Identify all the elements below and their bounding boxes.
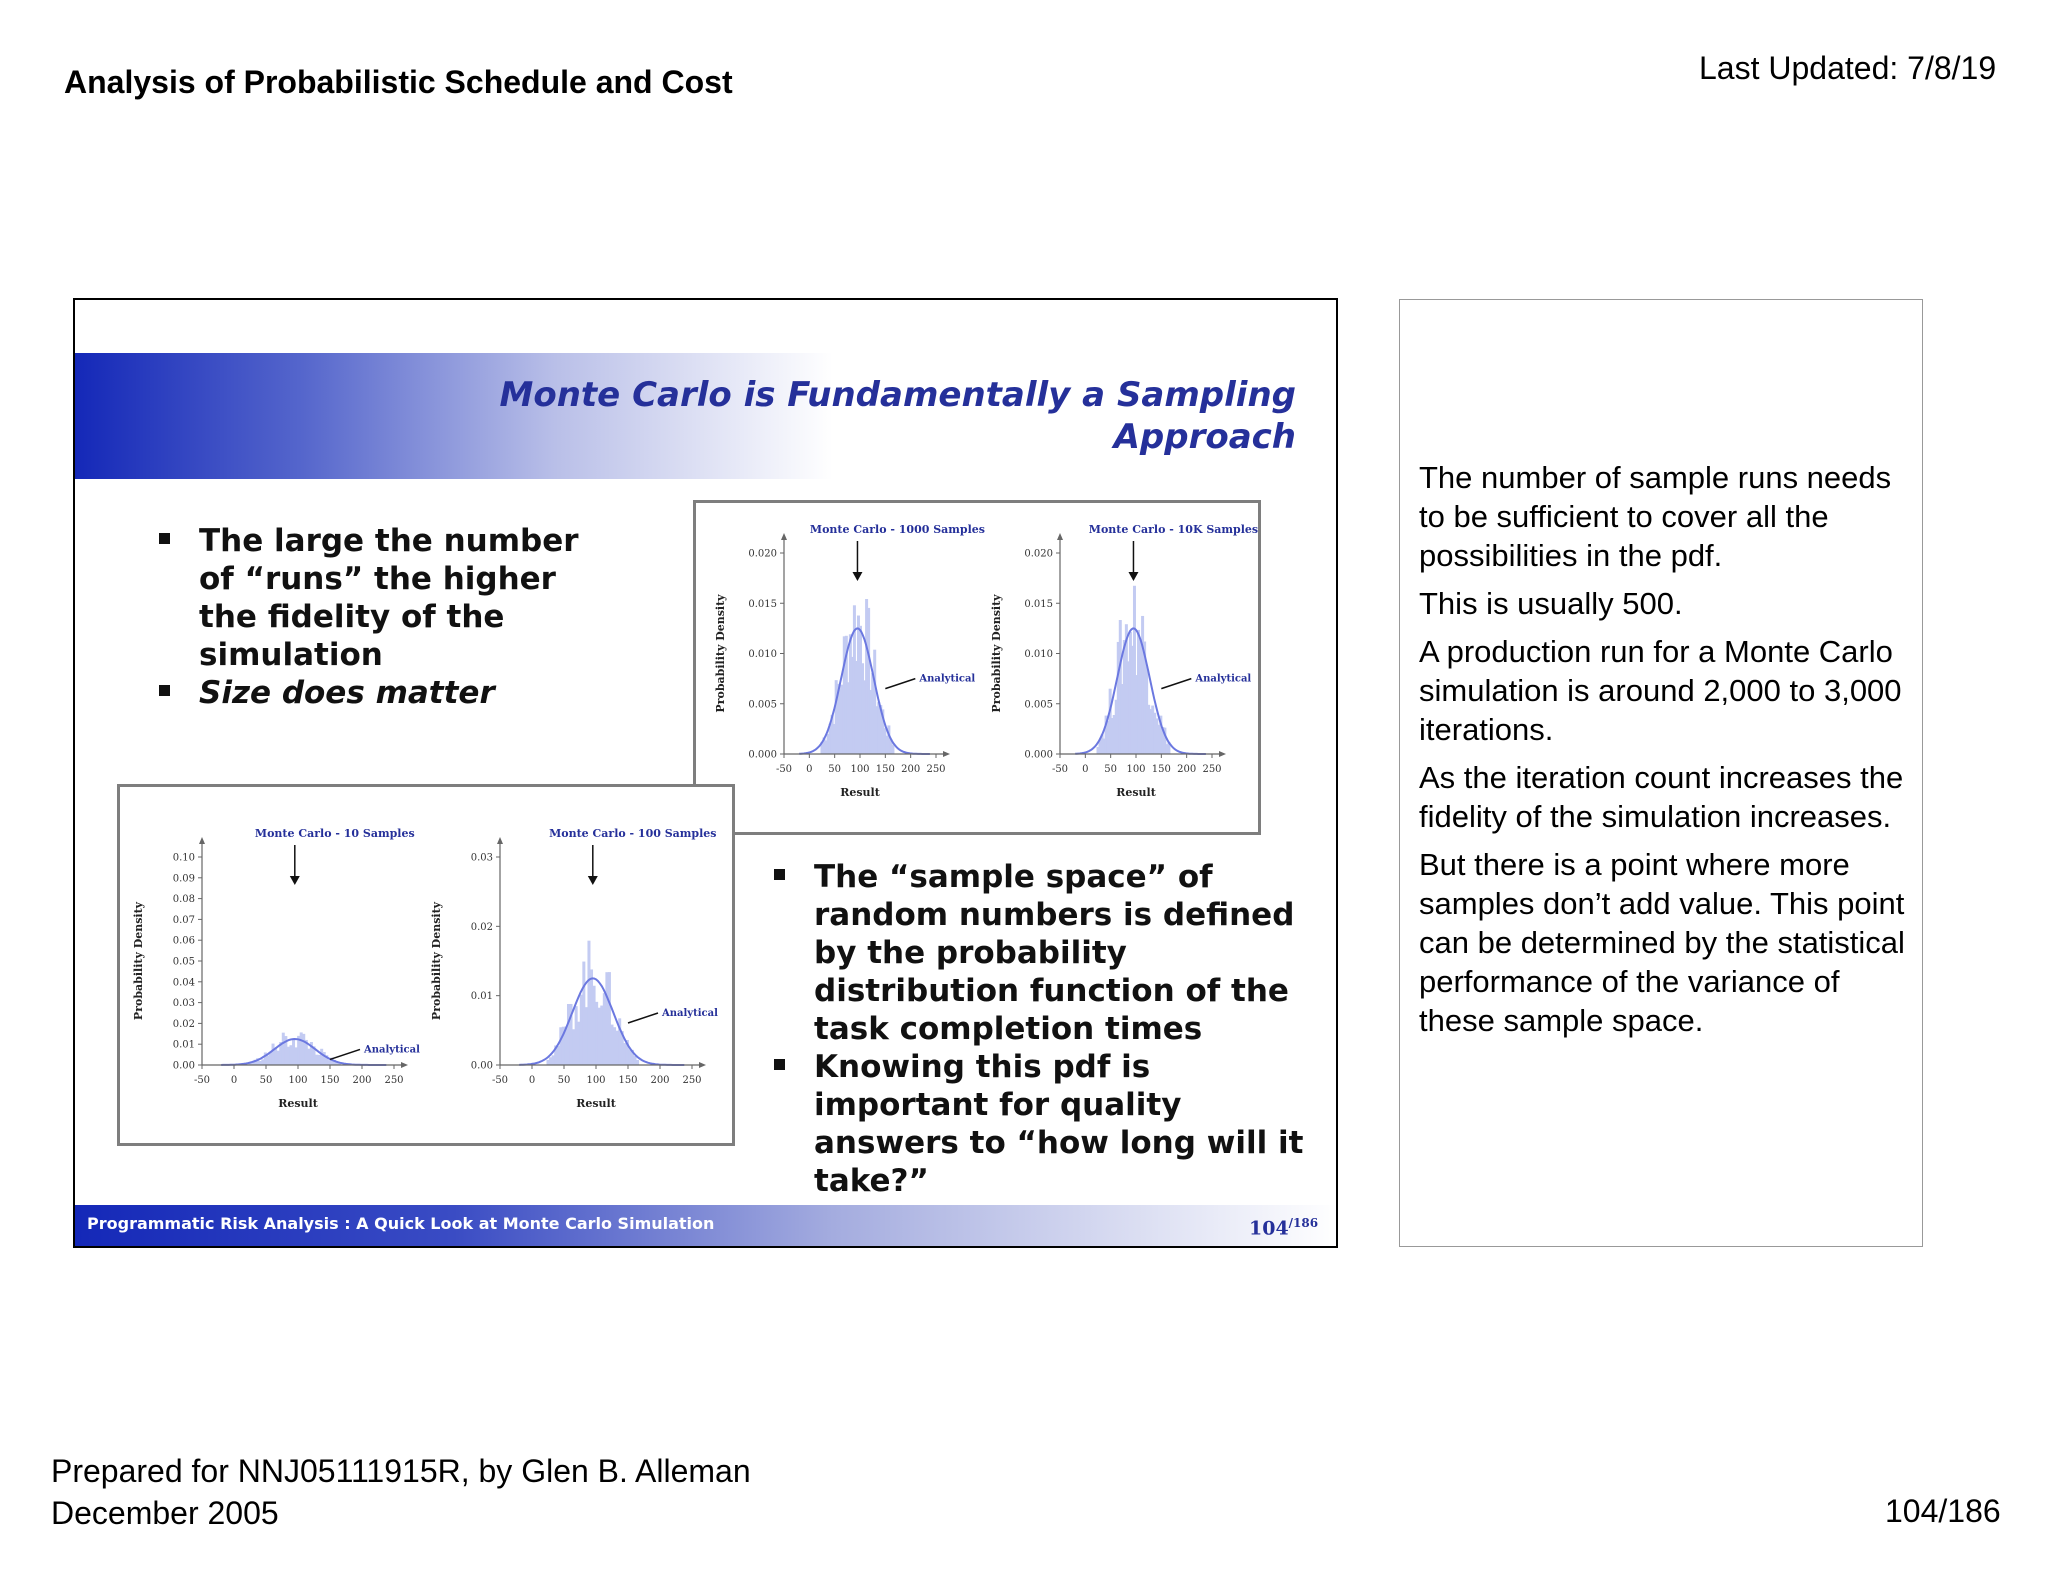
y-axis-label: Probability Density bbox=[132, 901, 145, 1021]
histogram-bar bbox=[575, 1006, 578, 1065]
histogram-bar bbox=[559, 1027, 562, 1065]
y-tick-label: 0.04 bbox=[172, 977, 195, 989]
prepared-for bbox=[51, 1450, 751, 1534]
chart-title: Monte Carlo - 10 Samples bbox=[254, 827, 415, 840]
histogram-bar bbox=[549, 1057, 552, 1065]
chart-monte-carlo-10-samples bbox=[132, 827, 420, 1110]
histogram-bar bbox=[608, 972, 611, 1065]
histogram-bar bbox=[302, 1034, 305, 1065]
histogram-bar bbox=[320, 1049, 323, 1065]
y-axis-label: Probability Density bbox=[990, 594, 1003, 713]
annotation-label: Analytical bbox=[662, 1008, 718, 1019]
histogram-bar bbox=[328, 1060, 331, 1065]
x-tick-label: 50 bbox=[828, 764, 842, 775]
x-tick-label: 250 bbox=[1202, 764, 1222, 775]
chart-title: Monte Carlo - 100 Samples bbox=[549, 827, 717, 840]
y-axis-label: Probability Density bbox=[430, 901, 443, 1021]
x-tick-label: 0 bbox=[230, 1075, 238, 1086]
y-tick-label: 0.00 bbox=[470, 1060, 493, 1072]
slide-title-line2: Approach bbox=[1113, 417, 1296, 457]
y-tick-label: 0.03 bbox=[172, 998, 195, 1010]
y-tick-label: 0.02 bbox=[172, 1018, 195, 1030]
histogram-bar bbox=[261, 1059, 264, 1065]
histogram-bar bbox=[552, 1055, 555, 1065]
histogram-bar bbox=[572, 1029, 575, 1065]
notes-body bbox=[1419, 458, 1909, 1049]
y-tick-label: 0.07 bbox=[172, 914, 195, 926]
prepared-line2: December 2005 bbox=[51, 1495, 279, 1531]
y-tick-label: 0.08 bbox=[172, 894, 195, 906]
slide-footer-text: Programmatic Risk Analysis : A Quick Look at Monte Carlo Simulation bbox=[87, 1214, 715, 1233]
slide-number bbox=[1249, 1216, 1318, 1239]
x-tick-label: 0 bbox=[1082, 764, 1089, 775]
histogram-bar bbox=[636, 1060, 639, 1065]
title-arrowhead bbox=[588, 876, 598, 885]
histogram-bar bbox=[613, 1027, 616, 1065]
notes-paragraph: The number of sample runs needs to be sufficient to cover all the possibilities in the pdf. bbox=[1419, 460, 1892, 573]
x-tick-label: 150 bbox=[618, 1075, 638, 1086]
notes-paragraph: As the iteration count increases the fidelity of the simulation increases. bbox=[1419, 760, 1904, 834]
x-tick-label: 50 bbox=[557, 1075, 571, 1086]
x-tick-label: 50 bbox=[259, 1075, 273, 1086]
x-tick-label: 100 bbox=[850, 764, 870, 775]
notes-paragraph: This is usually 500. bbox=[1419, 586, 1683, 621]
bullet-item: The large the number of “runs” the higher the fidelity of the simulation bbox=[153, 522, 593, 674]
slide-title bbox=[500, 374, 1296, 458]
y-tick-label: 0.020 bbox=[748, 548, 777, 560]
document-title: Analysis of Probabilistic Schedule and Cost bbox=[64, 64, 733, 100]
y-tick-label: 0.00 bbox=[172, 1060, 195, 1072]
histogram-bar bbox=[590, 969, 593, 1065]
y-tick-label: 0.01 bbox=[470, 991, 493, 1003]
y-tick-label: 0.010 bbox=[1024, 649, 1053, 660]
bullet-list-left bbox=[153, 522, 593, 712]
y-tick-label: 0.10 bbox=[172, 852, 195, 864]
slide-number-total: /186 bbox=[1288, 1216, 1319, 1230]
histogram-bar bbox=[277, 1051, 280, 1065]
histogram-bar bbox=[600, 1006, 603, 1065]
histogram-bar bbox=[577, 1022, 580, 1065]
chart-title: Monte Carlo - 10K Samples bbox=[1088, 523, 1258, 536]
histogram-bar bbox=[547, 1060, 550, 1065]
x-tick-label: 200 bbox=[901, 764, 921, 775]
x-axis-arrow bbox=[943, 751, 950, 757]
annotation-label: Analytical bbox=[364, 1044, 420, 1056]
histogram-bar bbox=[307, 1049, 310, 1065]
histogram-bar bbox=[259, 1061, 262, 1065]
charts-bottom-svg bbox=[120, 787, 732, 1143]
y-tick-label: 0.005 bbox=[748, 699, 777, 711]
chart-title: Monte Carlo - 1000 Samples bbox=[809, 523, 985, 536]
y-tick-label: 0.01 bbox=[172, 1039, 195, 1051]
x-tick-label: 100 bbox=[288, 1075, 308, 1086]
y-tick-label: 0.09 bbox=[172, 873, 195, 885]
notes-panel bbox=[1399, 299, 1923, 1247]
histogram-bar bbox=[634, 1056, 637, 1065]
x-tick-label: 200 bbox=[352, 1075, 372, 1086]
histogram-bar bbox=[603, 993, 606, 1065]
x-tick-label: 0 bbox=[528, 1075, 536, 1086]
histogram-bar bbox=[587, 941, 590, 1065]
histogram-bar bbox=[585, 1007, 588, 1065]
y-tick-label: 0.010 bbox=[748, 649, 777, 660]
annotation-label: Analytical bbox=[919, 673, 976, 685]
histogram-bar bbox=[295, 1047, 298, 1065]
y-tick-label: 0.02 bbox=[470, 921, 493, 933]
histogram-bar bbox=[593, 986, 596, 1065]
bullet-item: The “sample space” of random numbers is defined by the probability distribution function of the task completion times bbox=[768, 858, 1328, 1048]
histogram-bar bbox=[891, 745, 894, 754]
x-tick-label: 250 bbox=[926, 764, 946, 775]
y-tick-label: 0.005 bbox=[1024, 699, 1053, 711]
title-arrowhead bbox=[290, 876, 300, 885]
x-tick-label: -50 bbox=[775, 764, 793, 775]
histogram-bar bbox=[567, 1004, 570, 1065]
y-tick-label: 0.000 bbox=[748, 749, 777, 761]
histogram-bar bbox=[628, 1049, 631, 1065]
y-tick-label: 0.000 bbox=[1024, 749, 1053, 761]
chart-monte-carlo-100-samples bbox=[430, 827, 718, 1110]
histogram-bar bbox=[315, 1055, 318, 1065]
histogram-bar bbox=[580, 995, 583, 1065]
x-axis-label: Result bbox=[1116, 786, 1156, 799]
y-tick-label: 0.020 bbox=[1024, 548, 1053, 560]
chart-monte-carlo-10k-samples bbox=[990, 523, 1258, 799]
x-tick-label: -50 bbox=[193, 1075, 211, 1086]
y-axis-arrow bbox=[497, 837, 503, 844]
histogram-bar bbox=[318, 1055, 321, 1065]
annotation-arrow bbox=[330, 1049, 360, 1059]
histogram-bar bbox=[595, 1002, 598, 1065]
y-axis-arrow bbox=[1057, 533, 1063, 540]
y-tick-label: 0.06 bbox=[172, 935, 195, 947]
y-tick-label: 0.015 bbox=[748, 598, 777, 610]
x-tick-label: 250 bbox=[384, 1075, 404, 1086]
x-tick-label: 150 bbox=[1151, 764, 1171, 775]
notes-paragraph: But there is a point where more samples don’t add value. This point can be determined by the statistical performance of the variance of these sample space. bbox=[1419, 847, 1905, 1038]
x-tick-label: -50 bbox=[491, 1075, 509, 1086]
x-tick-label: 100 bbox=[586, 1075, 606, 1086]
y-axis-arrow bbox=[199, 837, 205, 844]
y-axis-arrow bbox=[781, 533, 787, 540]
histogram-bar bbox=[282, 1033, 285, 1065]
x-axis-arrow bbox=[1219, 751, 1226, 757]
y-axis-label: Probability Density bbox=[714, 594, 727, 713]
title-arrowhead bbox=[852, 572, 862, 581]
y-tick-label: 0.015 bbox=[1024, 598, 1053, 610]
chart-monte-carlo-1000-samples bbox=[714, 523, 985, 799]
notes-paragraph: A production run for a Monte Carlo simulation is around 2,000 to 3,000 iterations. bbox=[1419, 634, 1902, 747]
x-axis-label: Result bbox=[576, 1097, 616, 1110]
annotation-arrow bbox=[628, 1013, 658, 1023]
histogram-bar bbox=[272, 1044, 275, 1065]
slide-number-current: 104 bbox=[1249, 1217, 1289, 1240]
x-tick-label: 150 bbox=[875, 764, 895, 775]
annotation-label: Analytical bbox=[1195, 673, 1252, 685]
figure-top bbox=[693, 500, 1261, 835]
histogram-bar bbox=[611, 1025, 614, 1065]
x-axis-arrow bbox=[699, 1062, 706, 1068]
charts-top-svg bbox=[696, 503, 1258, 832]
prepared-line1: Prepared for NNJ05111915R, by Glen B. Alleman bbox=[51, 1453, 751, 1489]
title-arrowhead bbox=[1128, 572, 1138, 581]
figure-bottom bbox=[117, 784, 735, 1146]
histogram-bar bbox=[274, 1048, 277, 1065]
histogram-bar bbox=[292, 1039, 295, 1065]
x-tick-label: -50 bbox=[1051, 764, 1069, 775]
slide-image bbox=[73, 298, 1338, 1248]
x-tick-label: 50 bbox=[1104, 764, 1118, 775]
x-axis-label: Result bbox=[840, 786, 880, 799]
histogram-bar bbox=[616, 1031, 619, 1065]
x-tick-label: 100 bbox=[1126, 764, 1146, 775]
x-tick-label: 0 bbox=[806, 764, 813, 775]
x-axis-label: Result bbox=[278, 1097, 318, 1110]
x-axis-arrow bbox=[401, 1062, 408, 1068]
annotation-arrow bbox=[885, 679, 915, 689]
y-tick-label: 0.05 bbox=[172, 956, 195, 968]
x-tick-label: 200 bbox=[1177, 764, 1197, 775]
x-tick-label: 250 bbox=[682, 1075, 702, 1086]
histogram-bar bbox=[582, 962, 585, 1065]
annotation-arrow bbox=[1161, 679, 1191, 689]
bullet-item: Knowing this pdf is important for quality answers to “how long will it take?” bbox=[768, 1048, 1328, 1200]
histogram-bar bbox=[287, 1047, 290, 1065]
x-tick-label: 150 bbox=[320, 1075, 340, 1086]
y-tick-label: 0.03 bbox=[470, 852, 493, 864]
histogram-bar bbox=[289, 1045, 292, 1065]
histogram-bar bbox=[300, 1032, 303, 1065]
slide-title-line1: Monte Carlo is Fundamentally a Sampling bbox=[499, 375, 1296, 415]
page-number: 104/186 bbox=[1885, 1493, 2001, 1529]
histogram-bar bbox=[557, 1046, 560, 1065]
histogram-bar bbox=[266, 1055, 269, 1065]
histogram-bar bbox=[598, 1008, 601, 1065]
histogram-bar bbox=[605, 972, 608, 1065]
x-tick-label: 200 bbox=[650, 1075, 670, 1086]
bullet-item: Size does matter bbox=[153, 674, 593, 712]
last-updated: Last Updated: 7/8/19 bbox=[1699, 50, 1997, 86]
histogram-bar bbox=[623, 1043, 626, 1065]
bullet-list-right bbox=[768, 858, 1328, 1200]
